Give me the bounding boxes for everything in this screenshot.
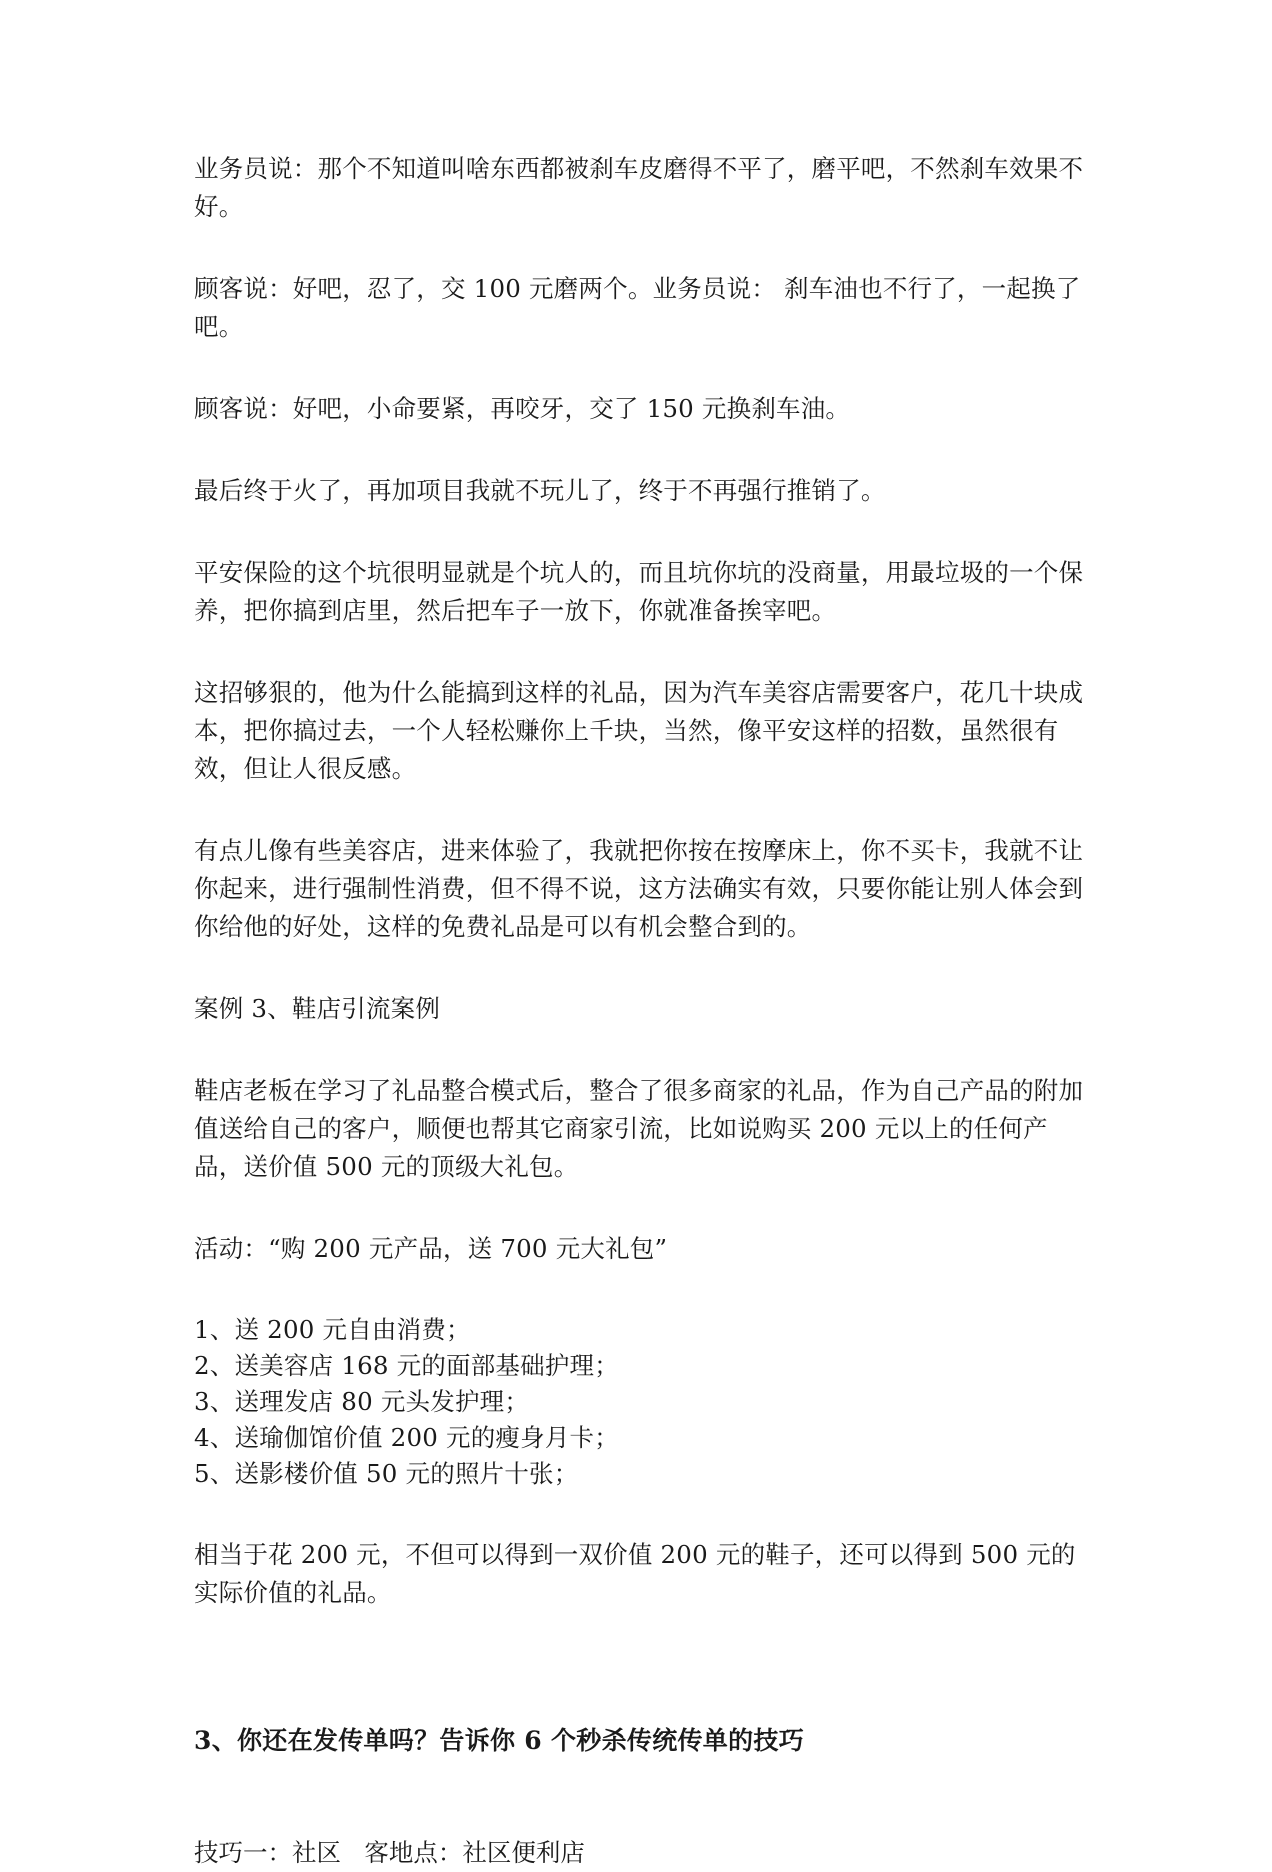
case-heading: 案例 3、鞋店引流案例 bbox=[194, 994, 441, 1023]
list-item: 3、送理发店 80 元头发护理； bbox=[194, 1387, 530, 1416]
tip-one: 技巧一：社区 客地点：社区便利店 bbox=[194, 1838, 585, 1867]
paragraph-customer-pays-150: 顾客说：好吧，小命要紧，再咬牙，交了 150 元换刹车油。 bbox=[194, 394, 851, 423]
list-item: 2、送美容店 168 元的面部基础护理； bbox=[194, 1351, 619, 1380]
paragraph-salesman-brake-pads: 业务员说：那个不知道叫啥东西都被刹车皮磨得不平了，磨平吧，不然刹车效果不好。 bbox=[194, 154, 1084, 221]
section-heading: 3、你还在发传单吗？告诉你 6 个秒杀传统传单的技巧 bbox=[194, 1726, 804, 1755]
paragraph-promotion: 活动：“购 200 元产品，送 700 元大礼包” bbox=[194, 1234, 668, 1263]
list-item: 1、送 200 元自由消费； bbox=[194, 1315, 471, 1344]
paragraph-beauty-salon: 有点儿像有些美容店，进来体验了，我就把你按在按摩床上，你不买卡，我就不让你起来，进行强制性消费，但不得不说，这方法确实有效，只要你能让别人体会到你给他的好处，这样的免费礼品是可以有机会整合到的。 bbox=[194, 836, 1084, 941]
paragraph-ruthless-trick: 这招够狠的，他为什么能搞到这样的礼品，因为汽车美容店需要客户，花几十块成本，把你搞过去，一个人轻松赚你上千块，当然，像平安这样的招数，虽然很有效，但让人很反感。 bbox=[194, 678, 1084, 783]
list-item: 4、送瑜伽馆价值 200 元的瘦身月卡； bbox=[194, 1423, 619, 1452]
paragraph-summary: 相当于花 200 元，不但可以得到一双价值 200 元的鞋子，还可以得到 500 元的实际价值的礼品。 bbox=[194, 1540, 1076, 1607]
paragraph-shoe-store: 鞋店老板在学习了礼品整合模式后，整合了很多商家的礼品，作为自己产品的附加值送给自己的客户，顺便也帮其它商家引流，比如说购买 200 元以上的任何产品，送价值 500 元的顶级大礼包。 bbox=[194, 1076, 1084, 1181]
gift-list bbox=[194, 1312, 1090, 1492]
document-page bbox=[194, 150, 1090, 1872]
paragraph-finally-angry: 最后终于火了，再加项目我就不玩儿了，终于不再强行推销了。 bbox=[194, 476, 886, 505]
list-item: 5、送影楼价值 50 元的照片十张； bbox=[194, 1459, 579, 1488]
paragraph-pingan-trap: 平安保险的这个坑很明显就是个坑人的，而且坑你坑的没商量，用最垃圾的一个保养，把你搞到店里，然后把车子一放下，你就准备挨宰吧。 bbox=[194, 558, 1084, 625]
paragraph-customer-pays-100: 顾客说：好吧，忍了，交 100 元磨两个。业务员说： 刹车油也不行了，一起换了吧。 bbox=[194, 274, 1081, 341]
